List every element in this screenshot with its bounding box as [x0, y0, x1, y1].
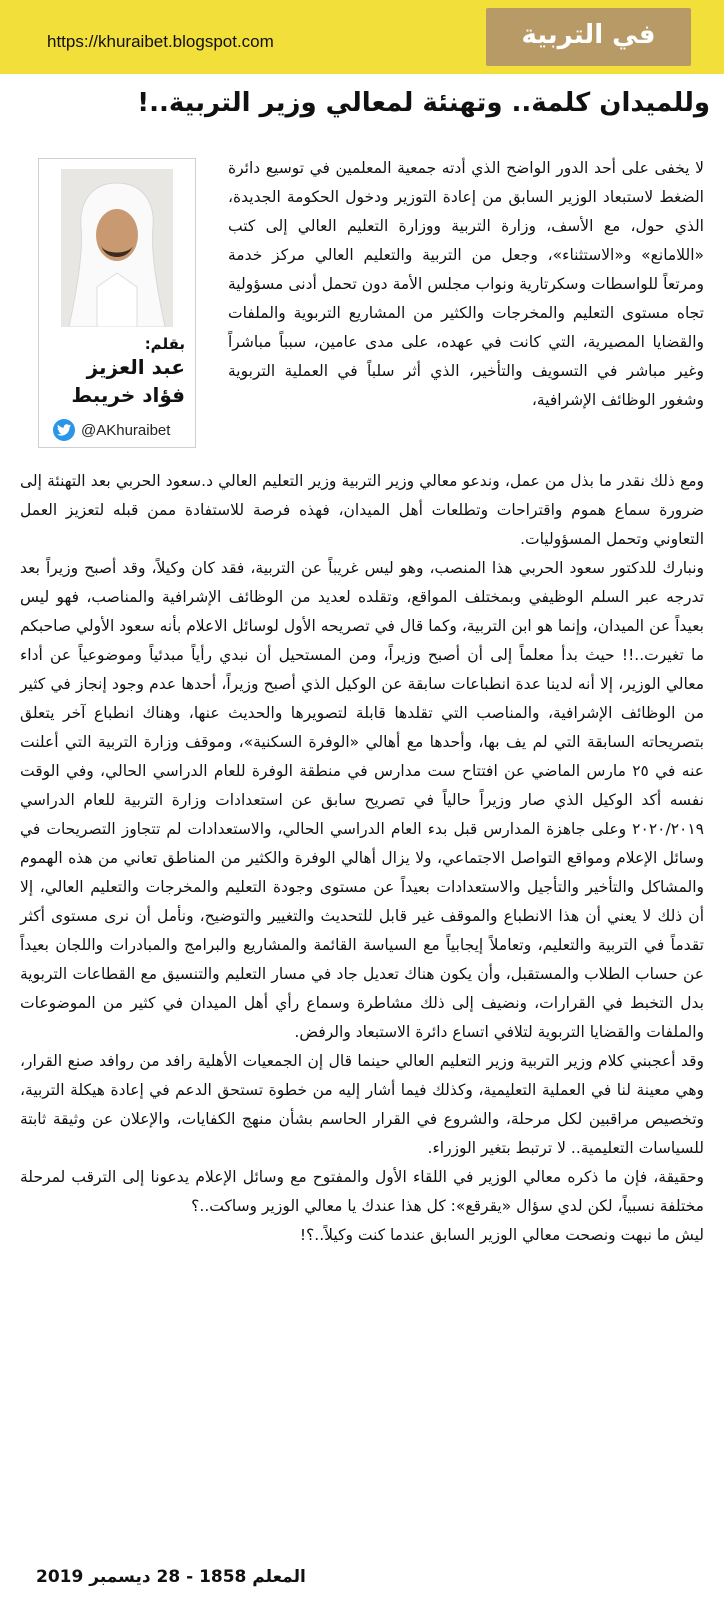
body-paragraph: ومع ذلك نقدر ما بذل من عمل، وندعو معالي وزير التربية وزير التعليم العالي د.سعود الحربي بعد التهنئة إلى ضرورة سماع هموم واقتراحات وتطلعات أهل الميدان، فهذه فرصة للاستفادة ممن قبله لتعزيز العمل التعاوني وتحمل المسؤوليات.: [20, 472, 704, 548]
section-label: في التربية: [521, 20, 656, 50]
body-paragraph: لا يخفى على أحد الدور الواضح الذي أدته جمعية المعلمين في توسيع دائرة الضغط لاستبعاد الوزير السابق من إعادة التوزير ودخول الحكومة الجديدة، الذي حول، مع الأسف، وزارة التربية ووزارة التعليم العالي إلى كتب «اللامانع» و«الاستثناء»، وجعل من التربية والتعليم العالي مركز خدمة ومرتعاً للواسطات وسكرتارية ونواب مجلس الأمة دون تحمل أدنى مسؤولية تجاه مستوى التعليم والمخرجات والكثير من المشاريع التربوية والملفات والقضايا المصيرية، التي كانت في عهده، على مدى عامين، سبباً مباشراً وغير مباشر في التسويف والتأخير، الذي أثر سلباً في العملية التربوية وشغور الوظائف الإشرافية،: [228, 159, 704, 409]
byline-intro: بقلم:: [144, 335, 185, 353]
author-box: [38, 158, 196, 448]
issue-footer: المعلم 1858 - 28 ديسمبر 2019: [36, 1567, 306, 1587]
body-paragraph: ونبارك للدكتور سعود الحربي هذا المنصب، وهو ليس غريباً عن التربية، فقد كان وكيلاً، وقد أصبح وزيراً بعد تدرجه عبر السلم الوظيفي وبمختلف المواقع، وتقلده لعديد من الوظائف الإشرافية والمناصب، فهو ليس بعيداً عن الميدان، وإنما هو ابن التربية، وكما قال في تصريحه الأول لوسائل الاعلام بأنه سعود الأولي صاحبكم ما تغيرت..!! حيث بدأ معلماً إلى أن أصبح وزيراً، ومن المستحيل أن نبدي رأياً مبدئياً وموضوعياً عن أداء معالي الوزير، إلا أنه لدينا عدة انطباعات سابقة عن الوكيل الذي أصبح وزيراً، أحدها عدم وجود إنجاز في كثير من الوظائف الإشرافية، والمناصب التي تقلدها قابلة لتصويرها والحديث عنها، وهناك انطباع آخر يتعلق بتصريحاته السابقة التي لم يف بها، وأحدها مع أهالي «الوفرة السكنية»، وموقف وزارة التربية التي أعلنت عنه في ٢٥ مارس الماضي عن افتتاح ست مدارس في منطقة الوفرة للعام الدراسي الحالي، وفي الوقت نفسه أكد الوكيل الذي صار وزيراً حالياً في تصريح سابق عن استعدادات وزارة التربية للعام الدراسي ٢٠٢٠/٢٠١٩ وعلى جاهزة المدارس قبل بدء العام الدراسي الحالي، والاستعدادات لم تتجاوز التصريحات في وسائل الإعلام ومواقع التواصل الاجتماعي، ولا يزال أهالي الوفرة والكثير من المناطق تعاني من هذه الهموم والمشاكل والتأخير والتأجيل والاستعدادات بعيداً عن مستوى وجودة التعليم والمخرجات والتعليم العالي، إلا أن ذلك لا يعني أن هذا الانطباع والموقف غير قابل للتحديث والتغيير والتوضيح، ونأمل أن نرى مستوى أكثر تقدماً في التربية والتعليم، وتعاملاً إيجابياً مع السياسة القائمة والمشاريع والبرامج والمبادرات واللجان بعيداً عن حساب الطلاب والمستقبل، وأن يكون هناك تعديل جاد في مسار التعليم والتنسيق مع القطاعات التربوية بدل التخبط في القرارات، ونضيف إلى ذلك مشاطرة وسماع رأي أهل الميدان في كثير من الموضوعات والملفات والقضايا التربوية لتلافي اتساع دائرة الاستبعاد والرفض.: [20, 559, 704, 1041]
twitter-bird-icon: [53, 419, 75, 441]
twitter-link[interactable]: [53, 419, 170, 441]
article-body-narrow: [228, 154, 704, 415]
author-last-name: فؤاد خريبط: [71, 383, 185, 407]
twitter-handle: @AKhuraibet: [81, 421, 171, 439]
article-body-wide: [20, 467, 704, 1250]
header-bar: [0, 0, 724, 74]
section-tag: [486, 8, 691, 66]
body-paragraph: وحقيقة، فإن ما ذكره معالي الوزير في اللقاء الأول والمفتوح مع وسائل الإعلام يدعونا إلى الترقب لمرحلة مختلفة نسبياً، لكن لدي سؤال «يقرقع»: كل هذا عندك يا معالي الوزير وساكت..؟: [20, 1168, 704, 1215]
author-first-name: عبد العزيز: [86, 355, 185, 379]
site-url[interactable]: https://khuraibet.blogspot.com: [47, 32, 274, 51]
author-photo: [61, 169, 173, 327]
body-paragraph: ليش ما نبهت ونصحت معالي الوزير السابق عندما كنت وكيلاً..؟!: [299, 1226, 704, 1244]
body-paragraph: وقد أعجبني كلام وزير التربية وزير التعليم العالي حينما قال إن الجمعيات الأهلية رافد من روافد صنع القرار، وهي معينة لنا في العملية التعليمية، وكذلك فيما أشار إليه من خطوة تستحق الدعم في إعادة هيكلة التربية، وتخصيص مراقبين لكل مرحلة، والشروع في القرار الحاسم بشأن منهج الكفايات، والإعلان عن وثيقة ثابتة للسياسات التعليمية.. لا ترتبط بتغير الوزراء.: [20, 1052, 704, 1157]
article-headline: وللميدان كلمة.. وتهنئة لمعالي وزير التربية..!: [137, 88, 710, 118]
